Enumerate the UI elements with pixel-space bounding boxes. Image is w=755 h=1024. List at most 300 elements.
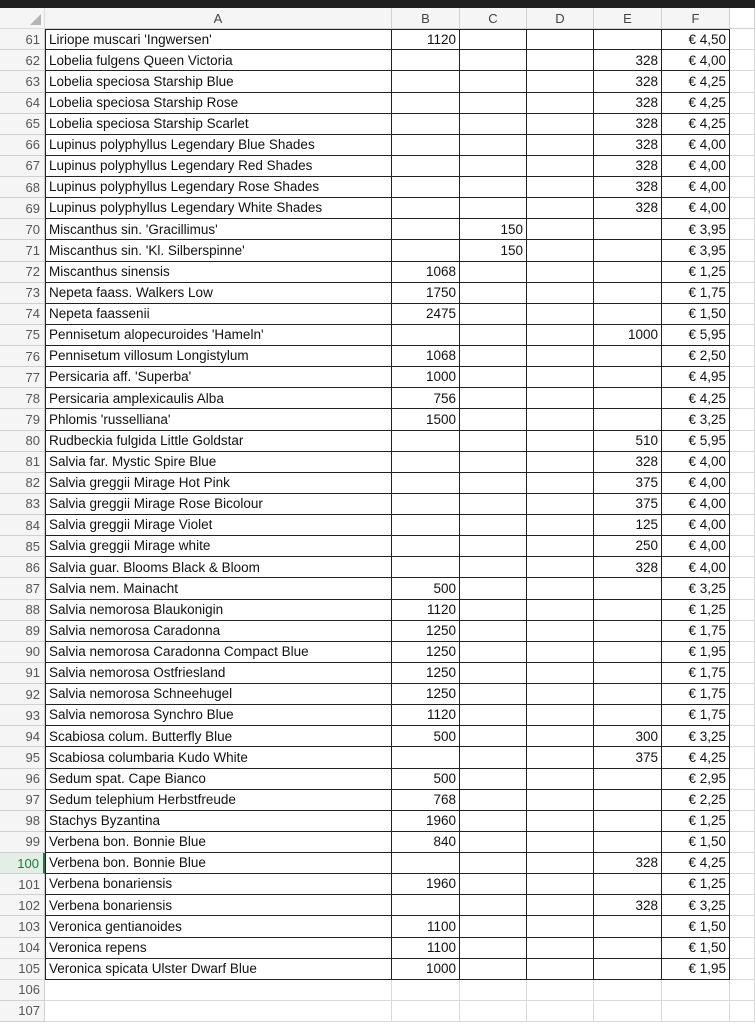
cell-g[interactable] — [730, 93, 755, 114]
cell-g[interactable] — [730, 325, 755, 346]
cell-e[interactable]: 328 — [594, 557, 662, 578]
cell-a[interactable]: Salvia greggii Mirage Violet — [45, 515, 392, 536]
row-header[interactable]: 93 — [0, 705, 45, 726]
cell-f[interactable]: € 3,95 — [662, 219, 730, 240]
row-header[interactable]: 90 — [0, 642, 45, 663]
cell-b[interactable] — [392, 494, 460, 515]
cell-f[interactable]: € 2,50 — [662, 346, 730, 367]
cell-e[interactable] — [594, 409, 662, 430]
cell-g[interactable] — [730, 283, 755, 304]
cell-g[interactable] — [730, 621, 755, 642]
cell-e[interactable]: 375 — [594, 473, 662, 494]
column-header-b[interactable]: B — [392, 8, 460, 29]
cell-d[interactable] — [527, 452, 594, 473]
cell-b[interactable] — [392, 93, 460, 114]
row-header[interactable]: 94 — [0, 726, 45, 747]
cell-f[interactable]: € 4,00 — [662, 135, 730, 156]
cell-d[interactable] — [527, 262, 594, 283]
cell-a[interactable]: Nepeta faassenii — [45, 304, 392, 325]
cell-c[interactable] — [460, 177, 527, 198]
column-header-e[interactable]: E — [594, 8, 662, 29]
cell-e[interactable]: 328 — [594, 177, 662, 198]
cell-a[interactable]: Salvia nemorosa Blaukonigin — [45, 600, 392, 621]
cell-g[interactable] — [730, 959, 755, 980]
cell-d[interactable] — [527, 557, 594, 578]
empty-cell[interactable] — [527, 980, 594, 1001]
cell-c[interactable] — [460, 367, 527, 388]
column-header-partial[interactable] — [730, 8, 755, 29]
cell-d[interactable] — [527, 114, 594, 135]
cell-c[interactable] — [460, 557, 527, 578]
cell-c[interactable] — [460, 409, 527, 430]
row-header[interactable]: 103 — [0, 916, 45, 937]
cell-d[interactable] — [527, 515, 594, 536]
cell-f[interactable]: € 4,25 — [662, 71, 730, 92]
row-header[interactable]: 82 — [0, 473, 45, 494]
cell-b[interactable] — [392, 515, 460, 536]
cell-a[interactable]: Verbena bon. Bonnie Blue — [45, 832, 392, 853]
cell-a[interactable]: Nepeta faass. Walkers Low — [45, 283, 392, 304]
cell-c[interactable] — [460, 684, 527, 705]
cell-f[interactable]: € 1,95 — [662, 642, 730, 663]
empty-cell[interactable] — [730, 1001, 755, 1022]
row-header[interactable]: 107 — [0, 1001, 45, 1022]
row-header[interactable]: 80 — [0, 431, 45, 452]
cell-g[interactable] — [730, 29, 755, 50]
cell-d[interactable] — [527, 494, 594, 515]
cell-d[interactable] — [527, 790, 594, 811]
cell-f[interactable]: € 3,95 — [662, 240, 730, 261]
cell-a[interactable]: Salvia nemorosa Ostfriesland — [45, 663, 392, 684]
cell-b[interactable]: 1750 — [392, 283, 460, 304]
cell-f[interactable]: € 1,75 — [662, 663, 730, 684]
cell-g[interactable] — [730, 769, 755, 790]
cell-a[interactable]: Liriope muscari 'Ingwersen' — [45, 29, 392, 50]
row-header[interactable]: 84 — [0, 515, 45, 536]
column-header-a[interactable]: A — [45, 8, 392, 29]
cell-f[interactable]: € 4,00 — [662, 156, 730, 177]
row-header[interactable]: 69 — [0, 198, 45, 219]
cell-g[interactable] — [730, 177, 755, 198]
cell-g[interactable] — [730, 790, 755, 811]
cell-a[interactable]: Verbena bonariensis — [45, 895, 392, 916]
cell-a[interactable]: Pennisetum villosum Longistylum — [45, 346, 392, 367]
empty-cell[interactable] — [392, 1001, 460, 1022]
cell-f[interactable]: € 5,95 — [662, 325, 730, 346]
cell-a[interactable]: Miscanthus sinensis — [45, 262, 392, 283]
cell-b[interactable] — [392, 853, 460, 874]
row-header[interactable]: 62 — [0, 50, 45, 71]
column-header-c[interactable]: C — [460, 8, 527, 29]
cell-b[interactable] — [392, 50, 460, 71]
cell-a[interactable]: Sedum spat. Cape Bianco — [45, 769, 392, 790]
row-header[interactable]: 95 — [0, 747, 45, 768]
cell-b[interactable] — [392, 557, 460, 578]
row-header[interactable]: 104 — [0, 938, 45, 959]
cell-a[interactable]: Lobelia speciosa Starship Scarlet — [45, 114, 392, 135]
row-header[interactable]: 71 — [0, 240, 45, 261]
cell-e[interactable] — [594, 283, 662, 304]
cell-c[interactable] — [460, 747, 527, 768]
empty-cell[interactable] — [594, 1001, 662, 1022]
cell-g[interactable] — [730, 663, 755, 684]
row-header[interactable]: 85 — [0, 536, 45, 557]
cell-c[interactable] — [460, 895, 527, 916]
cell-c[interactable] — [460, 93, 527, 114]
cell-b[interactable]: 1250 — [392, 684, 460, 705]
cell-g[interactable] — [730, 409, 755, 430]
cell-f[interactable]: € 1,75 — [662, 684, 730, 705]
cell-b[interactable]: 1000 — [392, 367, 460, 388]
cell-g[interactable] — [730, 50, 755, 71]
cell-g[interactable] — [730, 240, 755, 261]
cell-g[interactable] — [730, 515, 755, 536]
cell-c[interactable] — [460, 515, 527, 536]
cell-a[interactable]: Salvia nemorosa Caradonna — [45, 621, 392, 642]
row-header[interactable]: 72 — [0, 262, 45, 283]
cell-d[interactable] — [527, 135, 594, 156]
cell-c[interactable] — [460, 304, 527, 325]
cell-g[interactable] — [730, 811, 755, 832]
cell-e[interactable] — [594, 916, 662, 937]
cell-f[interactable]: € 1,50 — [662, 832, 730, 853]
cell-c[interactable] — [460, 262, 527, 283]
cell-b[interactable] — [392, 198, 460, 219]
cell-g[interactable] — [730, 156, 755, 177]
cell-a[interactable]: Lobelia speciosa Starship Rose — [45, 93, 392, 114]
cell-f[interactable]: € 1,25 — [662, 874, 730, 895]
cell-g[interactable] — [730, 198, 755, 219]
cell-c[interactable] — [460, 959, 527, 980]
cell-b[interactable]: 500 — [392, 578, 460, 599]
cell-e[interactable] — [594, 684, 662, 705]
cell-b[interactable] — [392, 71, 460, 92]
cell-d[interactable] — [527, 431, 594, 452]
cell-g[interactable] — [730, 938, 755, 959]
cell-e[interactable]: 328 — [594, 452, 662, 473]
cell-d[interactable] — [527, 684, 594, 705]
cell-c[interactable] — [460, 494, 527, 515]
cell-f[interactable]: € 1,25 — [662, 262, 730, 283]
cell-g[interactable] — [730, 684, 755, 705]
row-header[interactable]: 64 — [0, 93, 45, 114]
empty-cell[interactable] — [392, 980, 460, 1001]
cell-d[interactable] — [527, 198, 594, 219]
cell-a[interactable]: Salvia far. Mystic Spire Blue — [45, 452, 392, 473]
cell-g[interactable] — [730, 726, 755, 747]
cell-f[interactable]: € 1,25 — [662, 811, 730, 832]
cell-d[interactable] — [527, 473, 594, 494]
cell-c[interactable] — [460, 705, 527, 726]
cell-d[interactable] — [527, 156, 594, 177]
cell-g[interactable] — [730, 431, 755, 452]
cell-b[interactable]: 1100 — [392, 938, 460, 959]
cell-e[interactable] — [594, 705, 662, 726]
cell-c[interactable] — [460, 156, 527, 177]
cell-d[interactable] — [527, 409, 594, 430]
cell-f[interactable]: € 4,00 — [662, 473, 730, 494]
row-header[interactable]: 77 — [0, 367, 45, 388]
cell-g[interactable] — [730, 705, 755, 726]
cell-e[interactable]: 125 — [594, 515, 662, 536]
cell-e[interactable] — [594, 346, 662, 367]
row-header[interactable]: 73 — [0, 283, 45, 304]
cell-c[interactable] — [460, 811, 527, 832]
cell-c[interactable]: 150 — [460, 240, 527, 261]
cell-d[interactable] — [527, 388, 594, 409]
cell-c[interactable] — [460, 938, 527, 959]
cell-a[interactable]: Miscanthus sin. 'Kl. Silberspinne' — [45, 240, 392, 261]
cell-e[interactable]: 328 — [594, 135, 662, 156]
empty-cell[interactable] — [527, 1001, 594, 1022]
row-header[interactable]: 81 — [0, 452, 45, 473]
row-header[interactable]: 65 — [0, 114, 45, 135]
cell-c[interactable] — [460, 600, 527, 621]
cell-c[interactable] — [460, 198, 527, 219]
cell-b[interactable]: 1960 — [392, 874, 460, 895]
cell-c[interactable]: 150 — [460, 219, 527, 240]
cell-f[interactable]: € 1,50 — [662, 304, 730, 325]
cell-f[interactable]: € 3,25 — [662, 895, 730, 916]
row-header[interactable]: 98 — [0, 811, 45, 832]
cell-g[interactable] — [730, 578, 755, 599]
cell-f[interactable]: € 4,00 — [662, 557, 730, 578]
cell-f[interactable]: € 4,00 — [662, 198, 730, 219]
cell-d[interactable] — [527, 29, 594, 50]
cell-e[interactable]: 250 — [594, 536, 662, 557]
cell-f[interactable]: € 2,95 — [662, 769, 730, 790]
cell-f[interactable]: € 4,25 — [662, 114, 730, 135]
cell-b[interactable] — [392, 431, 460, 452]
cell-c[interactable] — [460, 346, 527, 367]
cell-d[interactable] — [527, 50, 594, 71]
cell-c[interactable] — [460, 325, 527, 346]
cell-e[interactable] — [594, 874, 662, 895]
cell-c[interactable] — [460, 29, 527, 50]
row-header[interactable]: 92 — [0, 684, 45, 705]
empty-cell[interactable] — [45, 980, 392, 1001]
cell-d[interactable] — [527, 325, 594, 346]
cell-b[interactable] — [392, 473, 460, 494]
cell-f[interactable]: € 4,95 — [662, 367, 730, 388]
cell-b[interactable] — [392, 135, 460, 156]
cell-e[interactable]: 510 — [594, 431, 662, 452]
cell-d[interactable] — [527, 642, 594, 663]
cell-f[interactable]: € 1,75 — [662, 283, 730, 304]
cell-c[interactable] — [460, 874, 527, 895]
row-header[interactable]: 75 — [0, 325, 45, 346]
cell-a[interactable]: Scabiosa columbaria Kudo White — [45, 747, 392, 768]
cell-c[interactable] — [460, 452, 527, 473]
row-header[interactable]: 89 — [0, 621, 45, 642]
cell-g[interactable] — [730, 135, 755, 156]
cell-a[interactable]: Sedum telephium Herbstfreude — [45, 790, 392, 811]
cell-a[interactable]: Scabiosa colum. Butterfly Blue — [45, 726, 392, 747]
cell-b[interactable]: 1000 — [392, 959, 460, 980]
cell-d[interactable] — [527, 367, 594, 388]
cell-c[interactable] — [460, 536, 527, 557]
cell-e[interactable]: 375 — [594, 747, 662, 768]
cell-f[interactable]: € 4,00 — [662, 177, 730, 198]
cell-g[interactable] — [730, 832, 755, 853]
row-header[interactable]: 102 — [0, 895, 45, 916]
row-header[interactable]: 78 — [0, 388, 45, 409]
row-header[interactable]: 70 — [0, 219, 45, 240]
cell-a[interactable]: Salvia nemorosa Schneehugel — [45, 684, 392, 705]
row-header[interactable]: 67 — [0, 156, 45, 177]
cell-a[interactable]: Verbena bon. Bonnie Blue — [45, 853, 392, 874]
cell-b[interactable] — [392, 325, 460, 346]
cell-c[interactable] — [460, 50, 527, 71]
cell-c[interactable] — [460, 578, 527, 599]
empty-cell[interactable] — [594, 980, 662, 1001]
row-header[interactable]: 66 — [0, 135, 45, 156]
cell-b[interactable]: 1120 — [392, 29, 460, 50]
row-header[interactable]: 101 — [0, 874, 45, 895]
cell-d[interactable] — [527, 769, 594, 790]
cell-f[interactable]: € 4,00 — [662, 50, 730, 71]
cell-b[interactable]: 500 — [392, 769, 460, 790]
cell-d[interactable] — [527, 726, 594, 747]
cell-d[interactable] — [527, 304, 594, 325]
cell-d[interactable] — [527, 240, 594, 261]
cell-e[interactable]: 328 — [594, 93, 662, 114]
cell-e[interactable]: 328 — [594, 895, 662, 916]
cell-g[interactable] — [730, 747, 755, 768]
cell-c[interactable] — [460, 71, 527, 92]
cell-e[interactable] — [594, 262, 662, 283]
cell-g[interactable] — [730, 71, 755, 92]
cell-b[interactable]: 1120 — [392, 705, 460, 726]
cell-c[interactable] — [460, 642, 527, 663]
cell-a[interactable]: Lupinus polyphyllus Legendary Blue Shades — [45, 135, 392, 156]
cell-e[interactable] — [594, 219, 662, 240]
cell-g[interactable] — [730, 895, 755, 916]
cell-b[interactable] — [392, 177, 460, 198]
cell-f[interactable]: € 5,95 — [662, 431, 730, 452]
cell-e[interactable] — [594, 938, 662, 959]
cell-g[interactable] — [730, 853, 755, 874]
cell-f[interactable]: € 4,00 — [662, 494, 730, 515]
cell-f[interactable]: € 4,00 — [662, 536, 730, 557]
cell-f[interactable]: € 2,25 — [662, 790, 730, 811]
cell-f[interactable]: € 1,75 — [662, 705, 730, 726]
cell-b[interactable] — [392, 240, 460, 261]
cell-c[interactable] — [460, 769, 527, 790]
cell-e[interactable] — [594, 578, 662, 599]
cell-c[interactable] — [460, 663, 527, 684]
cell-d[interactable] — [527, 832, 594, 853]
cell-a[interactable]: Verbena bonariensis — [45, 874, 392, 895]
cell-b[interactable]: 1250 — [392, 621, 460, 642]
spreadsheet-grid[interactable] — [0, 8, 755, 1022]
cell-a[interactable]: Persicaria aff. 'Superba' — [45, 367, 392, 388]
cell-d[interactable] — [527, 600, 594, 621]
cell-b[interactable]: 756 — [392, 388, 460, 409]
cell-g[interactable] — [730, 452, 755, 473]
cell-c[interactable] — [460, 832, 527, 853]
cell-c[interactable] — [460, 388, 527, 409]
row-header[interactable]: 63 — [0, 71, 45, 92]
cell-e[interactable]: 1000 — [594, 325, 662, 346]
cell-b[interactable]: 1068 — [392, 346, 460, 367]
row-header[interactable]: 86 — [0, 557, 45, 578]
cell-a[interactable]: Rudbeckia fulgida Little Goldstar — [45, 431, 392, 452]
empty-cell[interactable] — [662, 1001, 730, 1022]
cell-g[interactable] — [730, 494, 755, 515]
cell-e[interactable] — [594, 832, 662, 853]
cell-d[interactable] — [527, 916, 594, 937]
cell-b[interactable]: 1250 — [392, 642, 460, 663]
cell-c[interactable] — [460, 853, 527, 874]
cell-f[interactable]: € 4,25 — [662, 747, 730, 768]
row-header[interactable]: 87 — [0, 578, 45, 599]
row-header[interactable]: 100 — [0, 853, 45, 874]
row-header[interactable]: 91 — [0, 663, 45, 684]
cell-d[interactable] — [527, 346, 594, 367]
cell-a[interactable]: Lupinus polyphyllus Legendary Rose Shades — [45, 177, 392, 198]
cell-c[interactable] — [460, 283, 527, 304]
cell-d[interactable] — [527, 747, 594, 768]
cell-g[interactable] — [730, 346, 755, 367]
cell-c[interactable] — [460, 726, 527, 747]
cell-d[interactable] — [527, 93, 594, 114]
cell-a[interactable]: Salvia greggii Mirage Rose Bicolour — [45, 494, 392, 515]
cell-b[interactable] — [392, 114, 460, 135]
cell-c[interactable] — [460, 621, 527, 642]
empty-cell[interactable] — [730, 980, 755, 1001]
cell-e[interactable]: 328 — [594, 853, 662, 874]
cell-d[interactable] — [527, 578, 594, 599]
cell-d[interactable] — [527, 71, 594, 92]
row-header[interactable]: 83 — [0, 494, 45, 515]
row-header[interactable]: 88 — [0, 600, 45, 621]
cell-d[interactable] — [527, 938, 594, 959]
cell-b[interactable] — [392, 219, 460, 240]
cell-f[interactable]: € 3,25 — [662, 726, 730, 747]
cell-c[interactable] — [460, 135, 527, 156]
cell-a[interactable]: Salvia nemorosa Synchro Blue — [45, 705, 392, 726]
cell-a[interactable]: Lobelia fulgens Queen Victoria — [45, 50, 392, 71]
cell-f[interactable]: € 4,00 — [662, 452, 730, 473]
column-header-d[interactable]: D — [527, 8, 594, 29]
cell-a[interactable]: Lupinus polyphyllus Legendary Red Shades — [45, 156, 392, 177]
cell-c[interactable] — [460, 916, 527, 937]
cell-f[interactable]: € 1,50 — [662, 938, 730, 959]
cell-b[interactable]: 2475 — [392, 304, 460, 325]
cell-g[interactable] — [730, 874, 755, 895]
cell-e[interactable]: 300 — [594, 726, 662, 747]
cell-a[interactable]: Salvia guar. Blooms Black & Bloom — [45, 557, 392, 578]
row-header[interactable]: 76 — [0, 346, 45, 367]
cell-g[interactable] — [730, 536, 755, 557]
cell-e[interactable] — [594, 663, 662, 684]
cell-d[interactable] — [527, 177, 594, 198]
cell-a[interactable]: Stachys Byzantina — [45, 811, 392, 832]
cell-g[interactable] — [730, 262, 755, 283]
cell-a[interactable]: Veronica spicata Ulster Dwarf Blue — [45, 959, 392, 980]
cell-f[interactable]: € 3,25 — [662, 409, 730, 430]
cell-b[interactable]: 1960 — [392, 811, 460, 832]
cell-d[interactable] — [527, 959, 594, 980]
cell-e[interactable] — [594, 600, 662, 621]
cell-e[interactable] — [594, 621, 662, 642]
cell-f[interactable]: € 3,25 — [662, 578, 730, 599]
cell-b[interactable]: 1100 — [392, 916, 460, 937]
cell-g[interactable] — [730, 557, 755, 578]
cell-a[interactable]: Miscanthus sin. 'Gracillimus' — [45, 219, 392, 240]
cell-g[interactable] — [730, 114, 755, 135]
